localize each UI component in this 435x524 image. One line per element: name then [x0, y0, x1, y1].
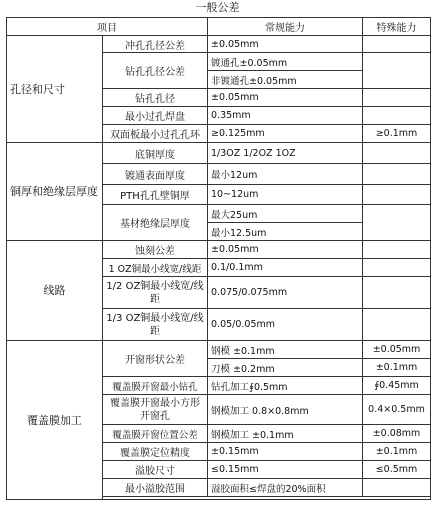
header-special: 特殊能力 [363, 18, 431, 36]
special-value: ±0.08mm [363, 425, 431, 443]
item-name: 开窗形状公差 [103, 341, 208, 377]
blank-cell [103, 497, 431, 500]
normal-value: 最小12um [208, 164, 363, 185]
normal-value: 钻孔加工∮0.5mm [208, 377, 363, 395]
special-value [363, 259, 431, 277]
normal-value: 非镀通孔±0.05mm [208, 71, 363, 89]
header-row [7, 18, 431, 36]
item-name: 双面板最小过孔孔环 [103, 125, 208, 143]
table-caption: 一般公差 [195, 1, 240, 14]
special-value: ≤0.5mm [363, 461, 431, 479]
special-value [363, 185, 431, 205]
item-name: 覆盖膜开窗最小钻孔 [103, 377, 208, 395]
item-name: 1 OZ铜最小线宽/线距 [103, 259, 208, 277]
item-name: 1/2 OZ铜最小线宽/线距 [103, 277, 208, 309]
item-name: 覆盖膜开窗位置公差 [103, 425, 208, 443]
special-value: ±0.1mm [363, 443, 431, 461]
special-value [363, 479, 431, 497]
normal-value: 钢模 ±0.1mm [208, 341, 363, 359]
special-value [363, 164, 431, 185]
category-line: 线路 [7, 241, 103, 341]
category-copper: 铜厚和绝缘层厚度 [7, 143, 103, 241]
item-name: 溢胶尺寸 [103, 461, 208, 479]
special-value [363, 89, 431, 107]
header-normal: 常规能力 [208, 18, 363, 36]
item-name: PTH孔孔壁铜厚 [103, 185, 208, 205]
category-cover: 覆盖膜加工 [7, 341, 103, 500]
normal-value: 0.075/0.075mm [208, 277, 363, 309]
normal-value: 0.1/0.1mm [208, 259, 363, 277]
normal-value: 镀通孔±0.05mm [208, 53, 363, 71]
item-name: 底铜厚度 [103, 143, 208, 164]
normal-value: ±0.05mm [208, 89, 363, 107]
item-name: 镀通表面厚度 [103, 164, 208, 185]
special-value: ≥0.1mm [363, 125, 431, 143]
item-name: 钻孔孔径公差 [103, 53, 208, 89]
normal-value: 钢模加工 0.8×0.8mm [208, 395, 363, 425]
special-value [363, 107, 431, 125]
item-name: 覆盖膜定位精度 [103, 443, 208, 461]
table-row [7, 341, 431, 359]
normal-value: 溢胶面积≤焊盘的20%面积 [208, 479, 363, 497]
special-value [363, 309, 431, 341]
special-value [363, 241, 431, 259]
normal-value: 1/3OZ 1/2OZ 1OZ [208, 143, 363, 164]
special-value: 0.4×0.5mm [363, 395, 431, 425]
item-name: 钻孔孔径 [103, 89, 208, 107]
special-value [363, 53, 431, 89]
special-value [363, 36, 431, 53]
category-hole: 孔径和尺寸 [7, 36, 103, 143]
normal-value: 钢模加工 ±0.1mm [208, 425, 363, 443]
table-row [7, 241, 431, 259]
item-name: 1/3 OZ铜最小线宽/线距 [103, 309, 208, 341]
normal-value: ≤0.15mm [208, 461, 363, 479]
special-value [363, 143, 431, 164]
tolerance-table [6, 17, 431, 500]
special-value: ±0.05mm [363, 341, 431, 359]
normal-value: 0.35mm [208, 107, 363, 125]
normal-value: ±0.05mm [208, 36, 363, 53]
normal-value: ±0.15mm [208, 443, 363, 461]
special-value [363, 205, 431, 241]
special-value [363, 277, 431, 309]
item-name: 冲孔孔径公差 [103, 36, 208, 53]
item-name: 覆盖膜开窗最小方形开窗孔 [103, 395, 208, 425]
header-item: 项目 [7, 18, 208, 36]
normal-value: ≥0.125mm [208, 125, 363, 143]
table-row [7, 36, 431, 53]
table-row [7, 143, 431, 164]
item-name: 蚀刻公差 [103, 241, 208, 259]
normal-value: 10~12um [208, 185, 363, 205]
item-name: 最小溢胶范围 [103, 479, 208, 497]
special-value: ±0.1mm [363, 359, 431, 377]
item-name: 最小过孔焊盘 [103, 107, 208, 125]
normal-value: 刀模 ±0.2mm [208, 359, 363, 377]
normal-value: 最大25um [208, 205, 363, 223]
normal-value: 最小12.5um [208, 223, 363, 241]
special-value: ∮0.45mm [363, 377, 431, 395]
normal-value: 0.05/0.05mm [208, 309, 363, 341]
item-name: 基材绝缘层厚度 [103, 205, 208, 241]
normal-value: ±0.05mm [208, 241, 363, 259]
